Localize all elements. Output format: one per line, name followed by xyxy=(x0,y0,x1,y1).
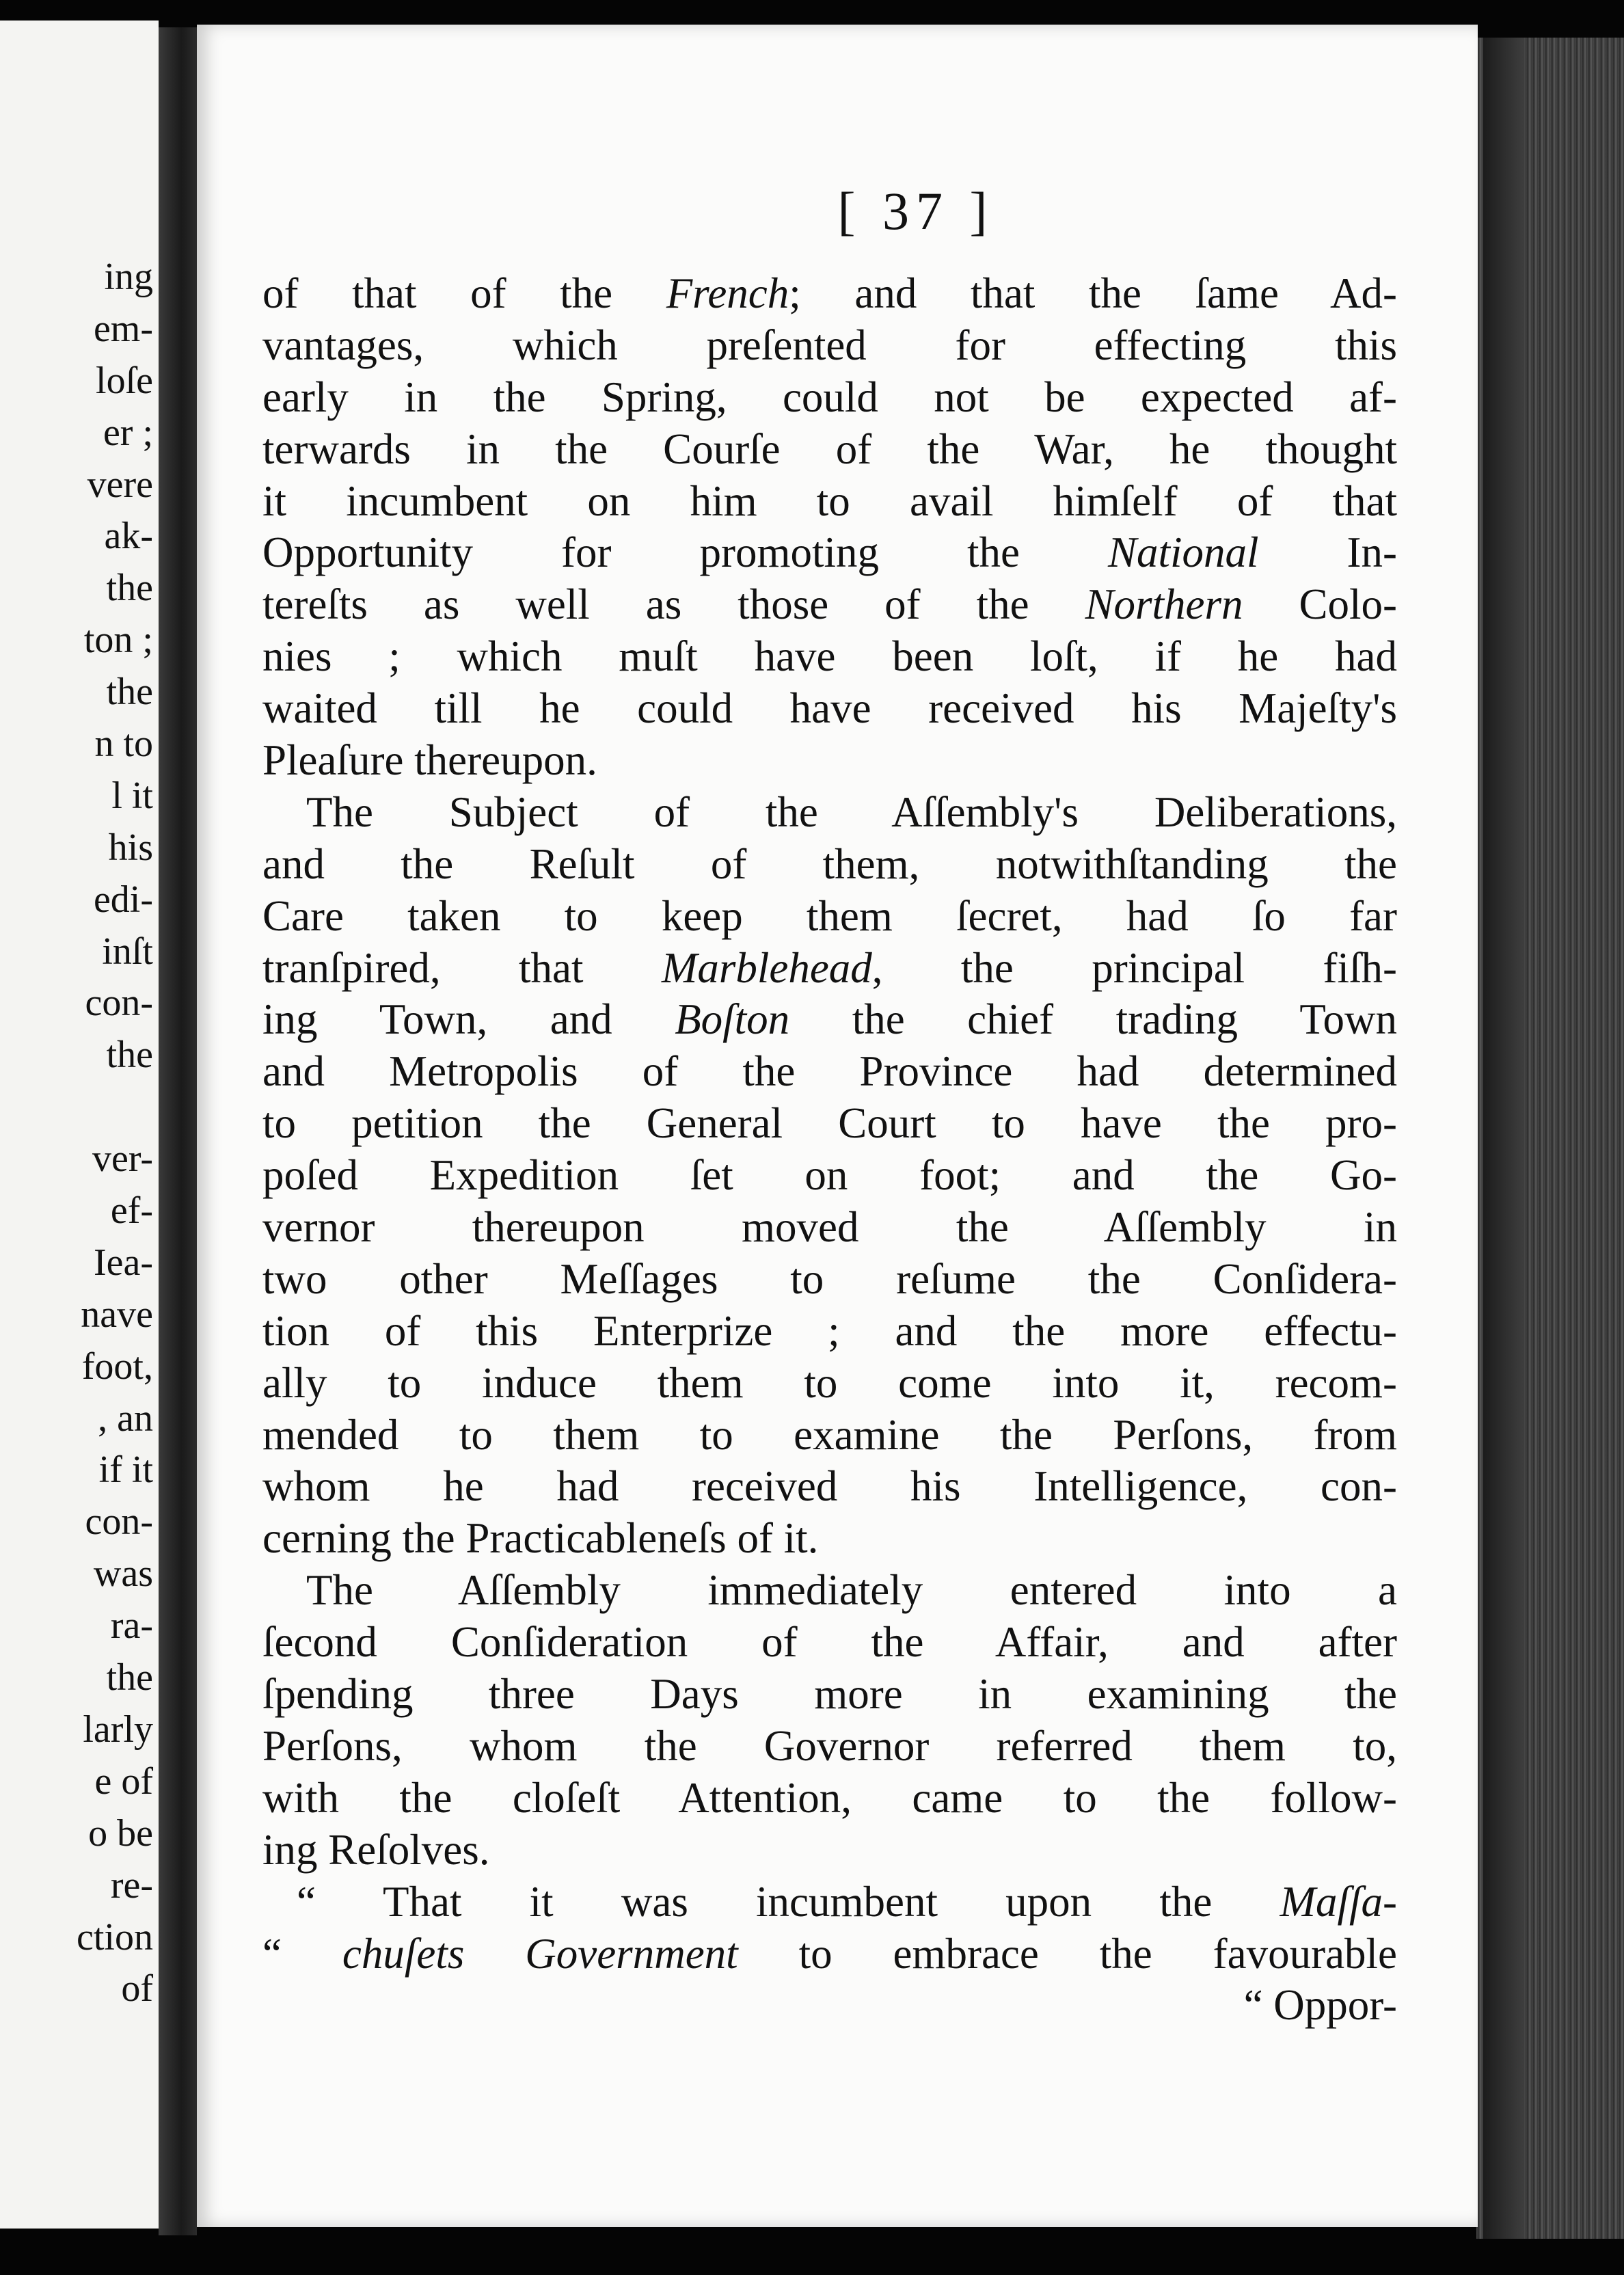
text-line: of that of the French; and that the ſame Ad- xyxy=(262,269,1397,317)
facing-page-fragment: e of xyxy=(94,1760,153,1803)
facing-page-fragment: his xyxy=(108,826,153,869)
facing-page-text xyxy=(3,252,153,2015)
facing-page-fragment: ver- xyxy=(92,1138,153,1181)
facing-page-fragment: con- xyxy=(85,982,153,1025)
facing-page-fragment xyxy=(3,1081,153,1133)
facing-page-fragment: n to xyxy=(94,723,153,766)
page-number: [ 37 ] xyxy=(837,181,994,241)
facing-page-fragment: o be xyxy=(88,1812,153,1855)
text-line: poſed Expedition ſet on foot; and the Go- xyxy=(262,1151,1397,1200)
text-line: cerning the Practicableneſs of it. xyxy=(262,1514,819,1563)
text-line: Pleaſure thereupon. xyxy=(262,736,597,785)
facing-page-fragment: inſt xyxy=(102,930,153,973)
text-line: vernor thereupon moved the Aſſembly in xyxy=(262,1203,1397,1252)
text-line: ally to induce them to come into it, recom- xyxy=(262,1358,1397,1407)
text-line: nies ; which muſt have been loſt, if he had xyxy=(262,632,1397,681)
facing-page-fragment: ing xyxy=(104,256,153,298)
facing-page-fragment: loſe xyxy=(96,359,153,402)
catchword: “ Oppor- xyxy=(1243,1981,1397,2030)
book-page xyxy=(197,25,1478,2227)
facing-page-fragment: vere xyxy=(87,463,153,506)
page-edge-shadow xyxy=(1483,38,1524,2239)
facing-page-fragment: nave xyxy=(81,1293,153,1336)
text-line: whom he had received his Intelligence, con- xyxy=(262,1462,1397,1511)
facing-page-fragment: larly xyxy=(83,1708,153,1751)
text-line: mended to them to examine the Perſons, from xyxy=(262,1410,1397,1459)
text-line: tereſts as well as those of the Northern Colo- xyxy=(262,580,1397,629)
text-line: Opportunity for promoting the National In- xyxy=(262,528,1397,577)
binding-gutter xyxy=(159,27,197,2235)
facing-page-fragment: l it xyxy=(111,774,153,817)
text-line: “ That it was incumbent upon the Maſſa- xyxy=(297,1877,1397,1926)
text-line: “ chuſets Government to embrace the favourable xyxy=(262,1929,1397,1978)
facing-page-fragment: ton ; xyxy=(83,619,153,662)
facing-page-fragment: ction xyxy=(77,1915,153,1958)
facing-page-fragment: edi- xyxy=(93,878,153,921)
text-line: two other Meſſages to reſume the Conſidera- xyxy=(262,1254,1397,1303)
text-line: tranſpired, that Marblehead, the principal fiſh- xyxy=(262,943,1397,992)
page-body xyxy=(262,268,1397,2032)
text-line: Care taken to keep them ſecret, had ſo far xyxy=(262,891,1397,940)
text-line: with the cloſeſt Attention, came to the follow- xyxy=(262,1773,1397,1822)
facing-page-fragment: ef- xyxy=(110,1189,153,1233)
facing-page-fragment: of xyxy=(121,1967,153,2010)
facing-page-fragment: er ; xyxy=(103,411,153,454)
facing-page-fragment: con- xyxy=(85,1500,153,1544)
facing-page-fragment: ak- xyxy=(104,515,153,558)
facing-page-fragment: the xyxy=(106,671,153,714)
facing-page-fragment: was xyxy=(93,1552,153,1596)
text-line: Perſons, whom the Governor referred them to, xyxy=(262,1721,1397,1770)
text-line: to petition the General Court to have the pro- xyxy=(262,1099,1397,1148)
text-line: The Aſſembly immediately entered into a xyxy=(306,1566,1397,1615)
facing-page-fragment: em- xyxy=(93,307,153,350)
text-line: early in the Spring, could not be expected af- xyxy=(262,373,1397,421)
text-line: ing Reſolves. xyxy=(262,1825,490,1874)
text-line: terwards in the Courſe of the War, he thought xyxy=(262,425,1397,473)
text-line: and the Reſult of them, notwithſtanding the xyxy=(262,839,1397,888)
facing-page-fragment: the xyxy=(106,567,153,610)
text-line: ing Town, and Boſton the chief trading Town xyxy=(262,995,1397,1044)
text-line: ſpending three Days more in examining the xyxy=(262,1670,1397,1719)
facing-page-fragment: foot, xyxy=(81,1345,153,1388)
facing-page-fragment: , an xyxy=(98,1397,153,1440)
facing-page-fragment: if it xyxy=(98,1449,153,1492)
facing-page-fragment: ra- xyxy=(110,1604,153,1647)
text-line: vantages, which preſented for effecting this xyxy=(262,321,1397,369)
facing-page-fragment: Iea- xyxy=(93,1241,153,1284)
facing-page xyxy=(0,21,159,2229)
text-line: tion of this Enterprize ; and the more effectu- xyxy=(262,1306,1397,1355)
facing-page-fragment: the xyxy=(106,1034,153,1077)
text-line: it incumbent on him to avail himſelf of that xyxy=(262,476,1397,525)
text-line: waited till he could have received his Majeſty's xyxy=(262,684,1397,733)
facing-page-fragment: the xyxy=(106,1656,153,1699)
text-line: and Metropolis of the Province had determined xyxy=(262,1047,1397,1096)
text-line: The Subject of the Aſſembly's Deliberations, xyxy=(306,788,1397,836)
text-line: ſecond Conſideration of the Affair, and after xyxy=(262,1618,1397,1667)
facing-page-fragment: re- xyxy=(110,1863,153,1907)
